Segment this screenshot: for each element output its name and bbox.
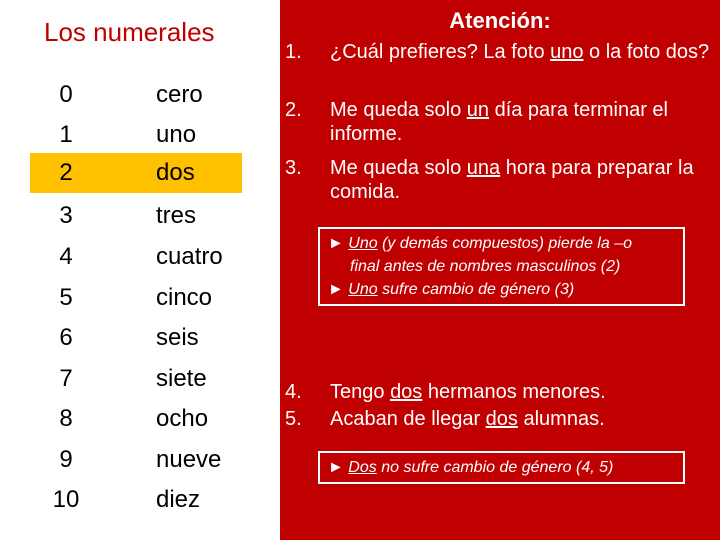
item-text-pre: Acaban de llegar xyxy=(330,408,486,430)
numeral-row-6 xyxy=(30,318,242,358)
rule-text: no sufre cambio de género (4, 5) xyxy=(376,459,614,476)
item-underlined-word: uno xyxy=(550,41,584,63)
rule-line-1 xyxy=(328,232,677,255)
numeral-digit: 7 xyxy=(59,365,73,392)
item-text-pre: Me queda solo xyxy=(330,99,467,121)
item-text-post: o la foto dos? xyxy=(583,41,710,63)
arrow-icon: ► xyxy=(328,235,344,252)
numeral-row-5 xyxy=(30,278,242,318)
numeral-row-9 xyxy=(30,440,242,480)
numeral-word: dos xyxy=(156,159,195,186)
example-item-5 xyxy=(285,407,710,431)
numeral-word: siete xyxy=(156,365,207,392)
numeral-word: cero xyxy=(156,81,203,108)
example-item-1 xyxy=(285,40,710,64)
arrow-icon: ► xyxy=(328,281,344,298)
example-item-2 xyxy=(285,98,710,146)
item-text-post: hora para preparar la comida. xyxy=(330,157,694,203)
numeral-word: cinco xyxy=(156,284,213,311)
item-text-post: día para terminar el informe. xyxy=(330,99,668,145)
numeral-word: diez xyxy=(156,486,201,513)
numeral-digit: 1 xyxy=(59,121,73,148)
numeral-digit: 3 xyxy=(59,202,73,229)
rule-underlined-word: Dos xyxy=(348,459,377,476)
numeral-word: seis xyxy=(156,324,199,351)
numeral-digit: 8 xyxy=(59,405,73,432)
numeral-digit: 4 xyxy=(59,243,73,270)
item-text-post: hermanos menores. xyxy=(422,381,606,403)
numeral-digit: 0 xyxy=(59,81,73,108)
item-text-pre: ¿Cuál prefieres? La foto xyxy=(330,41,551,63)
rule-line-3 xyxy=(328,278,677,301)
rule-note-box-1 xyxy=(318,227,685,306)
item-text-post: alumnas. xyxy=(517,408,605,430)
numerals-panel xyxy=(0,0,280,540)
numeral-row-7 xyxy=(30,359,242,399)
attention-heading: Atención: xyxy=(449,8,551,33)
rule-note-box-2 xyxy=(318,451,685,484)
numeral-word: nueve xyxy=(156,446,222,473)
example-item-3 xyxy=(285,156,710,204)
numeral-row-3 xyxy=(30,196,242,236)
numeral-word: cuatro xyxy=(156,243,223,270)
item-underlined-word: una xyxy=(466,157,501,179)
item-underlined-word: un xyxy=(466,99,490,121)
numeral-row-2-highlighted xyxy=(30,153,242,193)
rule-underlined-word: Uno xyxy=(348,281,378,298)
rule-line-2: final antes de nombres masculinos (2) xyxy=(350,258,621,275)
item-underlined-word: dos xyxy=(390,381,423,403)
item-number: 4. xyxy=(285,381,302,403)
item-text-pre: Tengo xyxy=(330,381,391,403)
arrow-icon: ► xyxy=(328,459,344,476)
item-number: 2. xyxy=(285,99,302,121)
numeral-digit: 10 xyxy=(52,486,80,513)
numeral-digit: 9 xyxy=(59,446,73,473)
numeral-row-1 xyxy=(30,115,242,155)
item-number: 3. xyxy=(285,157,302,179)
item-text-pre: Me queda solo xyxy=(330,157,467,179)
numeral-row-10 xyxy=(30,480,242,520)
numeral-word: uno xyxy=(156,121,197,148)
attention-panel xyxy=(280,0,720,540)
rule-text: (y demás compuestos) pierde la –o xyxy=(377,235,632,252)
item-number: 1. xyxy=(285,41,302,63)
numeral-digit: 6 xyxy=(59,324,73,351)
numeral-digit: 2 xyxy=(59,159,73,186)
numeral-row-4 xyxy=(30,237,242,277)
numeral-digit: 5 xyxy=(59,284,73,311)
numeral-row-8 xyxy=(30,399,242,439)
rule-line-1 xyxy=(328,456,677,479)
panel-title: Los numerales xyxy=(44,17,215,47)
example-item-4 xyxy=(285,380,710,404)
numeral-row-0 xyxy=(30,75,242,115)
item-number: 5. xyxy=(285,408,302,430)
numeral-word: ocho xyxy=(156,405,209,432)
rule-text: sufre cambio de género (3) xyxy=(377,281,575,298)
numeral-word: tres xyxy=(156,202,197,229)
rule-underlined-word: Uno xyxy=(348,235,378,252)
item-underlined-word: dos xyxy=(485,408,518,430)
